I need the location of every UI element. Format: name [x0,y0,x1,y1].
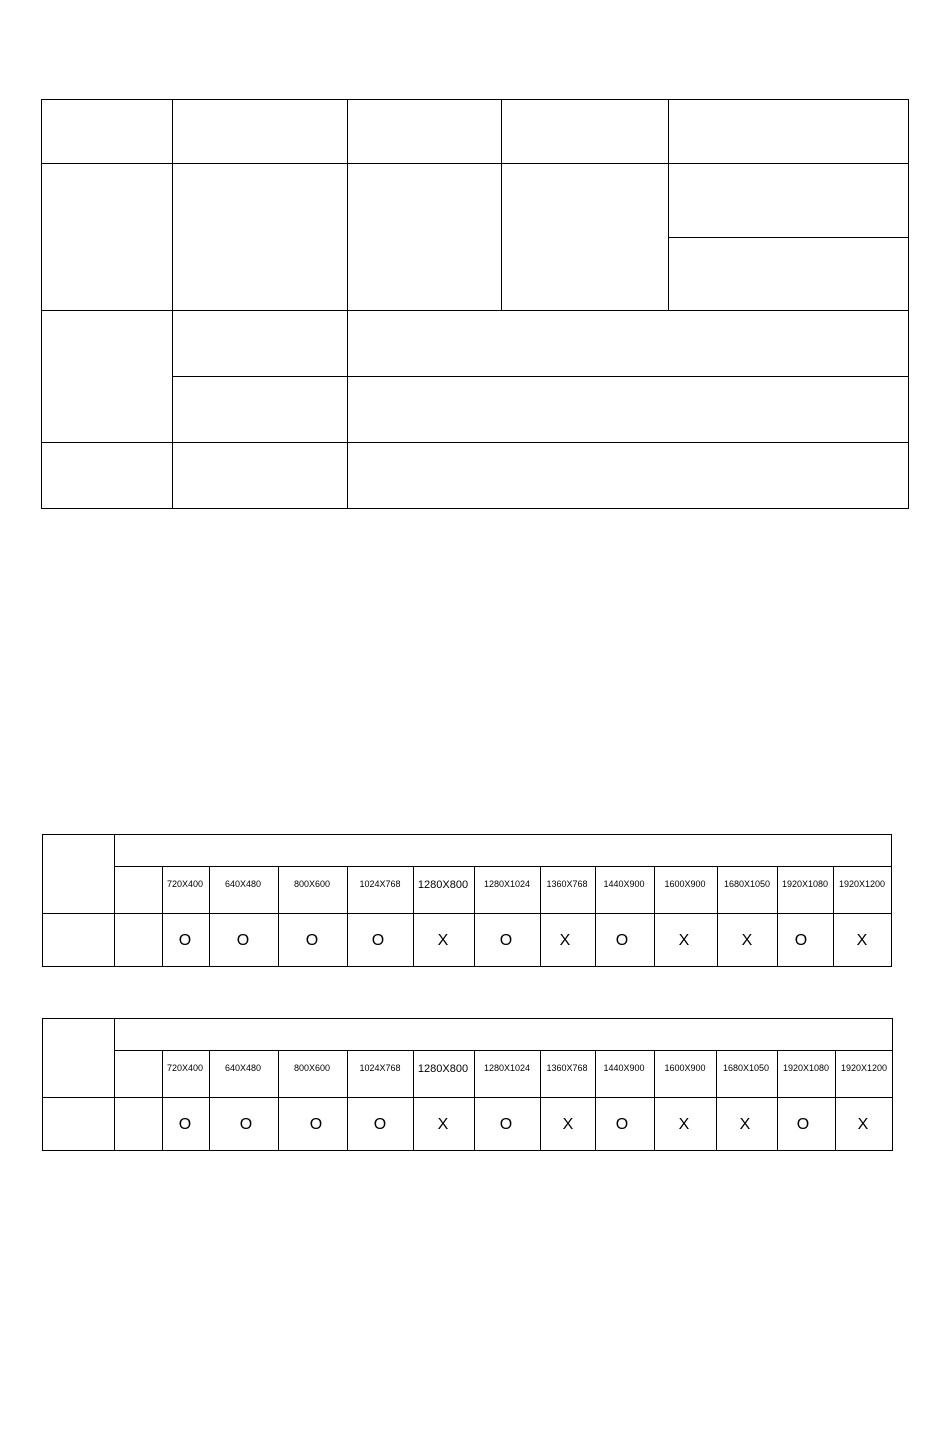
timing-table-rule [209,1050,210,1151]
resolution-header: 1680X1050 [723,879,771,889]
timing-table-rule [540,1050,541,1151]
timing-table-border-top [42,1018,893,1019]
resolution-header: 1360X768 [546,879,588,889]
timing-table-rule [595,1050,596,1151]
timing-table-border-right [891,834,892,967]
timing-table-rule [595,866,596,967]
spec-table-rule [668,99,669,311]
resolution-header: 640X480 [224,879,262,889]
timing-table-rule [474,1050,475,1151]
timing-table-rule [654,1050,655,1151]
support-mark: O [615,932,629,949]
support-mark: O [615,1116,629,1133]
resolution-header: 1280X1024 [483,1063,531,1073]
support-mark: O [796,1116,810,1133]
resolution-header: 1600X900 [664,879,706,889]
timing-table-rule [540,866,541,967]
support-mark: O [499,932,513,949]
timing-table-rule [833,866,834,967]
support-mark: X [739,1116,751,1133]
support-mark: X [857,1116,869,1133]
support-mark: O [178,932,192,949]
timing-table-rule [777,866,778,967]
timing-table-rule [42,913,892,914]
spec-table-rule [172,376,909,377]
support-mark: O [239,1116,253,1133]
resolution-header: 1440X900 [603,879,645,889]
support-mark: O [309,1116,323,1133]
spec-table-rule [668,237,909,238]
support-mark: X [678,932,690,949]
resolution-header: 720X400 [166,879,204,889]
support-mark: O [305,932,319,949]
timing-table-rule [278,1050,279,1151]
timing-table-rule [717,866,718,967]
resolution-header: 720X400 [166,1063,204,1073]
support-mark: O [794,932,808,949]
timing-table-border-left [42,834,43,967]
support-mark: O [236,932,250,949]
timing-table-border-bottom [42,966,892,967]
timing-table-rule [716,1050,717,1151]
support-mark: X [741,932,753,949]
spec-table-rule [347,99,348,509]
timing-table-rule [114,1018,115,1151]
resolution-header: 1920X1200 [840,1063,888,1073]
timing-table-rule [413,866,414,967]
timing-table-border-right [892,1018,893,1151]
resolution-header: 800X600 [293,1063,331,1073]
support-mark: X [562,1116,574,1133]
resolution-header: 1280X800 [417,1063,469,1075]
support-mark: O [499,1116,513,1133]
resolution-header: 1280X1024 [483,879,531,889]
support-mark: X [559,932,571,949]
timing-table-rule [42,1097,893,1098]
timing-table-rule [654,866,655,967]
spec-table-rule [172,99,173,509]
timing-table-border-left [42,1018,43,1151]
spec-table-rule [501,99,502,311]
resolution-header: 1920X1080 [782,1063,830,1073]
resolution-header: 1920X1080 [781,879,829,889]
timing-table-rule [162,1050,163,1151]
resolution-header: 640X480 [224,1063,262,1073]
resolution-header: 1600X900 [664,1063,706,1073]
support-mark: O [371,932,385,949]
spec-table-border-right [908,99,909,509]
resolution-header: 1024X768 [359,1063,401,1073]
resolution-header: 1440X900 [603,1063,645,1073]
support-mark: X [856,932,868,949]
support-mark: O [373,1116,387,1133]
timing-table-rule [777,1050,778,1151]
resolution-header: 1024X768 [359,879,401,889]
timing-table-rule [278,866,279,967]
resolution-header: 800X600 [293,879,331,889]
timing-table-border-bottom [42,1150,893,1151]
timing-table-rule [835,1050,836,1151]
timing-table-rule [114,866,892,867]
timing-table-border-top [42,834,892,835]
timing-table-rule [347,1050,348,1151]
timing-table-rule [162,866,163,967]
timing-table-rule [209,866,210,967]
support-mark: O [178,1116,192,1133]
resolution-header: 1280X800 [417,879,469,891]
timing-table-rule [347,866,348,967]
timing-table-rule [474,866,475,967]
resolution-header: 1680X1050 [722,1063,770,1073]
timing-table-rule [114,834,115,967]
resolution-header: 1920X1200 [838,879,886,889]
support-mark: X [678,1116,690,1133]
spec-table-border-left [41,99,42,509]
resolution-header: 1360X768 [546,1063,588,1073]
timing-table-rule [413,1050,414,1151]
support-mark: X [437,932,449,949]
support-mark: X [437,1116,449,1133]
